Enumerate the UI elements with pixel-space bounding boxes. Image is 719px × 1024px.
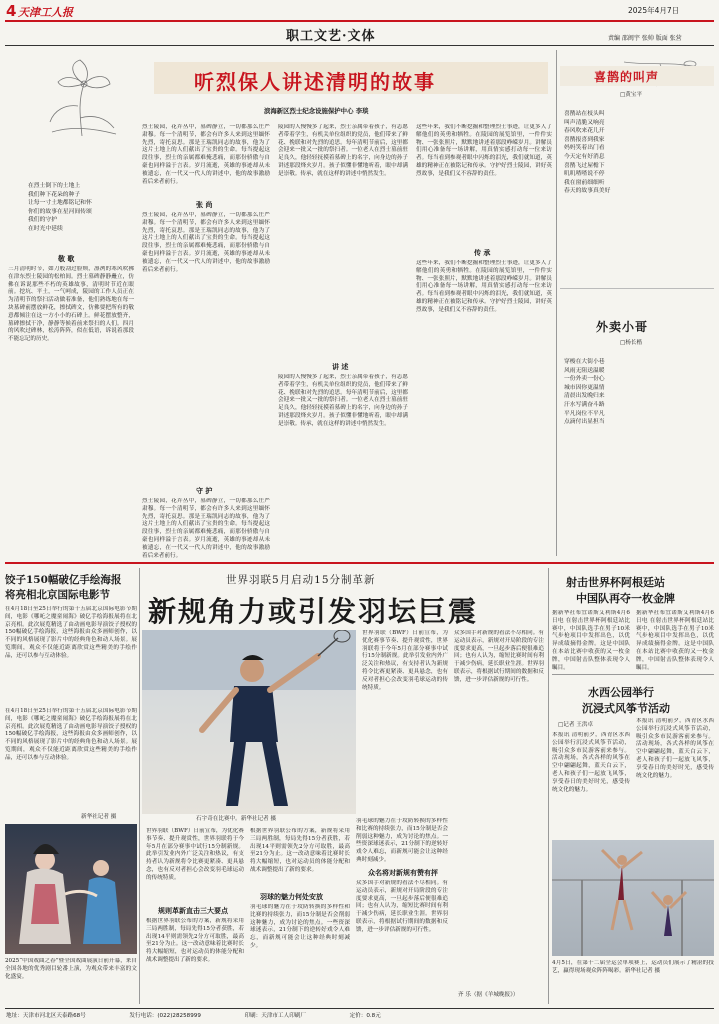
gymnast-photo	[552, 840, 714, 956]
poem-line: 一份外卖一份心	[564, 376, 605, 383]
feature-column-3: 陵园的人慢慢多了起来，烈士亲属带着孩子，有志愿者带着学生，有机关单位组织的党员，他们带来了鲜花、挽联和对先烈的追思。每年清明节前后，这里都会迎来一批又一批的祭扫者。一位老人在烈士墓前驻足良久，他轻轻抚摸着墓碑上的名字，向身边的孙子讲述那段烽火岁月。孩子似懂非懂地听着，眼中却满是崇敬。传承，就在这样的讲述中悄然发生。	[278, 124, 408, 177]
subhead: 张 尚	[196, 200, 213, 209]
poem-line: 点滴付出显担当	[564, 419, 605, 426]
badminton-body-d: 羽毛球的魅力在于攻防转换的多样性和比赛的持续张力，而15分制是否会削弱这种魅力，成为讨论的焦点。一些资深球迷表示，21分制下的逆转好戏令人难忘，而新规可能会让这种经典时刻减少。	[250, 904, 350, 949]
shooting-title-1: 射击世界杯阿根廷站	[566, 576, 665, 589]
shooting-title-2: 中国队再夺一枚金牌	[576, 592, 675, 605]
badminton-article	[142, 568, 546, 1004]
subhead: 守 护	[196, 486, 213, 495]
shooting-body-2: 据新华社布宜诺斯艾利斯4月6日电 在射击世界杯阿根廷站比赛中，中国队选手在男子10米气步枪项目中发挥出色，以优异成绩摘得金牌。这是中国队在本站比赛中收获的又一枚金牌，中国射击队整体表现令人瞩目。	[636, 610, 714, 670]
poem-line: 平凡岗位不平凡	[564, 410, 605, 417]
kite-body: 本报讯 清明前夕，西青区水西公园举行沉浸式风筝节活动，吸引众多市民游客前来参与。活动现场，各式各样的风筝在空中翩翩起舞，蓝天白云下，老人和孩子们一起放飞风筝，享受春日的美好时光，感受传统文化的魅力。	[552, 732, 630, 793]
footer	[6, 1011, 714, 1022]
badminton-headline: 新规角力或引发羽坛巨震	[148, 595, 479, 628]
poem-line: 今天定有好消息	[564, 153, 605, 160]
feature-column-2b: 烈士陵园，花卉丛中，墓碑静立，一切都那么庄严肃穆。每一个清明节，都会有许多人来到这里缅怀先烈，寄托哀思。那是王瑞凯同志的故事，他为了这片土地上的人们献出了宝贵的生命。每当提起这段往事，烈士的亲属都难掩悲痛，而那份骄傲与自豪也同样溢于言表。岁月流逝，英雄的事迹却从未被遗忘，在一代又一代人的讲述中，他的故事激励着后来者前行。	[142, 212, 270, 273]
poem-line: 在烈士倒下的土地上	[28, 183, 81, 189]
subhead: 规则革新直击三大要点	[158, 906, 228, 915]
subhead: 众名将对新规有赞有抨	[368, 868, 438, 877]
poem-author: □黄宝平	[620, 92, 643, 98]
feature-column-1: 三月清明时节，如刀般刮过脸颊，凛冽的寒风吹拂在津东烈士陵园的松柏间。烈士墓碑静静矗立，仿佛在诉说那些不朽的英雄故事，清明时节近在眼前。挖坑、平土，一气呵成，陵园的工作人员正在为清明节的祭扫活动做着准备，他们熟练地在每一块墓碑前摆放鲜花，擦拭碑文，仿佛要把所有的敬意都倾注在这一方小小的石碑上。鲜花摆放整齐，墓碑擦拭干净，静静等候着前来祭扫的人们。四月的风吹过碑林，松涛阵阵，似在低语，诉说着那段不能忘记的历史。	[8, 266, 134, 343]
poem-line: 穿梭在大街小巷	[564, 359, 605, 365]
badminton-kicker: 世界羽联5月启动15分制革新	[226, 574, 376, 586]
paper-name: 天津工人报	[18, 6, 73, 19]
poem-line: 在时光中延续	[28, 225, 63, 232]
badminton-photo-caption: 石宇奇在比赛中。新华社记者 摄	[196, 816, 277, 822]
film-body: 在4月18日至25日举行的第十五届北京国际电影节期间，电影《哪吒之魔童闹海》破亿手绘海报展将在北京亮相。此次展览精选了由动画电影导演饺子授权的150幅破亿手绘海报，这些海报由众多画师创作，以不同的风格展现了影片中的经典角色和动人场景。展览期间，观众不仅能近距离欣赏这些精美的手绘作品，还可以参与互动体验。	[5, 606, 137, 659]
poem-body	[564, 110, 710, 196]
flower-illustration	[32, 56, 132, 144]
feature-column-2: 烈士陵园，花卉丛中，墓碑静立，一切都那么庄严肃穆。每一个清明节，都会有许多人来到这里缅怀先烈，寄托哀思。那是王瑞凯同志的故事，他为了这片土地上的人们献出了宝贵的生命。每当提起这段往事，烈士的亲属都难掩悲痛，而那份骄傲与自豪也同样溢于言表。岁月流逝，英雄的事迹却从未被遗忘，在一代又一代人的讲述中，他的故事激励着后来者前行。	[142, 124, 270, 185]
intro-poem	[28, 182, 138, 234]
poem-title: 喜鹊的叫声	[594, 70, 660, 84]
poem-line: 你们的故事在星河间传颂	[28, 208, 92, 215]
poem-line: 风雨无阻送温暖	[564, 367, 605, 374]
second-poem-author: □杨长楷	[620, 340, 643, 346]
film-article	[5, 568, 137, 1004]
feature-column-3b: 陵园的人慢慢多了起来，烈士亲属带着孩子，有志愿者带着学生，有机关单位组织的党员，他们带来了鲜花、挽联和对先烈的追思。每年清明节前后，这里都会迎来一批又一批的祭扫者。一位老人在烈士墓前驻足良久，他轻轻抚摸着墓碑上的名字，向身边的孙子讲述那段烽火岁月。孩子似懂非懂地听着，眼中却满是崇敬。传承，就在这样的讲述中悄然发生。	[278, 374, 408, 427]
feature-title: 听烈保人讲述清明的故事	[194, 70, 436, 94]
film-title-2: 将亮相北京国际电影节	[5, 589, 110, 601]
poem-line: 让每一寸土地都铭记和怀	[28, 200, 92, 207]
poem-line: 我们种下花朵的种子	[28, 191, 81, 198]
poem-line: 妈妈笑着出门看	[564, 145, 605, 152]
footer-phone: 发行电话：(022)28258999	[129, 1013, 201, 1019]
feature-byline: 滨海新区烈士纪念设施保护中心 李琰	[264, 107, 369, 115]
kite-title-1: 水西公园举行	[588, 686, 654, 699]
feature-title-band	[154, 62, 548, 94]
opera-caption: 2025“中国戏曲之春”暨全国戏曲展演日前开幕，来自全国各地的优秀剧目轮番上演，为观众带来丰富的文化盛宴。	[5, 958, 137, 980]
kite-article	[552, 678, 714, 1004]
subhead: 羽球的魅力何处安放	[260, 892, 323, 901]
film-title-1: 饺子150幅破亿手绘海报	[5, 574, 122, 586]
subhead: 传 承	[474, 248, 491, 257]
feature-article	[6, 50, 556, 562]
badminton-body-e: 羽毛球的魅力在于攻防转换的多样性和比赛的持续张力，而15分制是否会削弱这种魅力，成为讨论的焦点。一些资深球迷表示，21分制下的逆转好戏令人难忘，而新规可能会让这种经典时刻减少。	[356, 818, 448, 863]
poem-line: 叫声清脆又响亮	[564, 119, 605, 126]
poem-line: 喜鹊报喜到我家	[564, 136, 605, 143]
poem-line: 春天的故事真美好	[564, 188, 611, 195]
shooting-article	[552, 568, 714, 672]
second-poem-title: 外卖小哥	[596, 320, 649, 334]
badminton-photo	[142, 630, 356, 814]
issue-date: 2025年4月7日	[628, 6, 680, 15]
masthead	[0, 0, 719, 46]
opera-photo	[5, 824, 137, 954]
feature-column-4: 这些年来，我们不断挖掘和整理烈士事迹，让更多人了解他们的英勇和牺牲。在陵园的展览馆里，一件件实物、一张张照片，默默地讲述着那段峥嵘岁月。讲解员们用心准备每一场讲解，用真情实感打动每一位来访者。每当看到参观者眼中闪烁的泪光，我们就知道，英雄的精神正在被铭记和传承。守护好烈士陵园，讲好英烈故事，是我们义不容辞的责任。	[416, 124, 552, 177]
poem-sidebar	[560, 52, 714, 556]
poem-line: 喜鹊站在枝头叫	[564, 111, 605, 117]
feature-column-2c: 烈士陵园，花卉丛中，墓碑静立，一切都那么庄严肃穆。每一个清明节，都会有许多人来到这里缅怀先烈，寄托哀思。那是王瑞凯同志的故事，他为了这片土地上的人们献出了宝贵的生命。每当提起这段往事，烈士的亲属都难掩悲痛，而那份骄傲与自豪也同样溢于言表。岁月流逝，英雄的事迹却从未被遗忘，在一代又一代人的讲述中，他的故事激励着后来者前行。	[142, 498, 270, 558]
shooting-body: 据新华社布宜诺斯艾利斯4月6日电 在射击世界杯阿根廷站比赛中，中国队选手在男子10米气步枪项目中发挥出色，以优异成绩摘得金牌。这是中国队在本站比赛中收获的又一枚金牌，中国射击队整体表现令人瞩目。	[552, 610, 630, 670]
poem-line: 城市因你更温情	[564, 384, 605, 391]
subhead: 讲 述	[332, 362, 349, 371]
kite-author: □记者 王洪卓	[558, 722, 594, 728]
section-title: 职工文艺·文体	[286, 29, 376, 44]
kite-body-2: 本报讯 清明前夕，西青区水西公园举行沉浸式风筝节活动，吸引众多市民游客前来参与。活动现场，各式各样的风筝在空中翩翩起舞，蓝天白云下，老人和孩子们一起放飞风筝，享受春日的美好时光，感受传统文化的魅力。	[636, 718, 714, 779]
badminton-body-c: 根据世界羽联公布的方案，新规将采用三局两胜制，每局先得15分者获胜，若出现14平则需领先2分方可取胜，最高至21分为止。这一改动意味着比赛时长将大幅缩短，也对运动员的体能分配和战术调整提出了新的要求。	[250, 828, 350, 873]
page-number: 4	[6, 2, 17, 20]
poem-line: 我们的守护	[28, 217, 57, 224]
footer-print: 印刷：天津市工人印刷厂	[244, 1013, 306, 1019]
poem-line: 我在窗前细细听	[564, 179, 605, 186]
poem-line: 叽叽喳喳说不停	[564, 171, 605, 178]
footer-address: 地址：天津市河北区天泰路68号	[6, 1013, 86, 1019]
badminton-body-g: 众多国手对新规的看法不尽相同。有运动员表示，新规对开局阶段的专注度要求更高，一旦起步落后便很难追回；也有人认为，缩短比赛时间有利于减少伤病，延长职业生涯。世界羽联表示，将根据试行期间的数据和反馈，进一步评估新规的可行性。	[454, 630, 544, 683]
subhead: 敬 歌	[58, 254, 75, 263]
poem-line: 清晨出发晚归来	[564, 393, 605, 400]
badminton-body-f: 众多国手对新规的看法不尽相同。有运动员表示，新规对开局阶段的专注度要求更高，一旦起步落后便很难追回；也有人认为，缩短比赛时间有利于减少伤病，延长职业生涯。世界羽联表示，将根据试行期间的数据和反馈，进一步评估新规的可行性。	[356, 880, 448, 933]
film-body-2: 在4月18日至25日举行的第十五届北京国际电影节期间，电影《哪吒之魔童闹海》破亿手绘海报展将在北京亮相。此次展览精选了由动画电影导演饺子授权的150幅破亿手绘海报，这些海报由众多画师创作，以不同的风格展现了影片中的经典角色和动人场景。展览期间，观众不仅能近距离欣赏这些精美的手绘作品，还可以参与互动体验。	[5, 708, 137, 761]
badminton-author: 齐 乐（据《羊城晚报》）	[458, 992, 519, 998]
poem-line: 春风吹来花儿开	[564, 128, 605, 135]
feature-column-4b: 这些年来，我们不断挖掘和整理烈士事迹，让更多人了解他们的英勇和牺牲。在陵园的展览馆里，一件件实物、一张张照片，默默地讲述着那段峥嵘岁月。讲解员们用心准备每一场讲解，用真情实感打动每一位来访者。每当看到参观者眼中闪烁的泪光，我们就知道，英雄的精神正在被铭记和传承。守护好烈士陵园，讲好英烈故事，是我们义不容辞的责任。	[416, 260, 552, 313]
film-credit: 新华社记者 摄	[81, 814, 117, 820]
footer-price: 定价：0.8元	[349, 1013, 381, 1019]
badminton-body-a: 世界羽联（BWF）日前宣布，为优化赛事节奏、提升观赏性，世界羽联将于今年5月在部分赛事中试行15分制新规。此举引发业内外广泛关注和热议，有支持者认为新规将令比赛更紧凑、更具悬念，也有反对者担心会改变羽毛球运动的传统特质。	[146, 828, 244, 881]
kite-title-2: 沉浸式风筝节活动	[582, 702, 670, 715]
badminton-body-b: 根据世界羽联公布的方案，新规将采用三局两胜制，每局先得15分者获胜，若出现14平则需领先2分方可取胜，最高至21分为止。这一改动意味着比赛时长将大幅缩短，也对运动员的体能分配和战术调整提出了新的要求。	[146, 918, 244, 963]
second-poem-body	[564, 358, 710, 427]
poem-line: 汗水写满奋斗路	[564, 401, 605, 408]
poem-line: 喜鹊飞过屋檐下	[564, 162, 605, 169]
editors-line: 责编 邵闽宇 张帅 版面 张营	[608, 35, 682, 42]
gymnast-caption: 4月5日，在第十二届全运会单项赛上，运动员们展示了精湛的技艺，赢得现场观众阵阵喝彩。新华社记者 摄	[552, 960, 714, 974]
badminton-right-upper: 世界羽联（BWF）日前宣布，为优化赛事节奏、提升观赏性，世界羽联将于今年5月在部分赛事中试行15分制新规。此举引发业内外广泛关注和热议，有支持者认为新规将令比赛更紧凑、更具悬念，也有反对者担心会改变羽毛球运动的传统特质。	[362, 630, 448, 691]
